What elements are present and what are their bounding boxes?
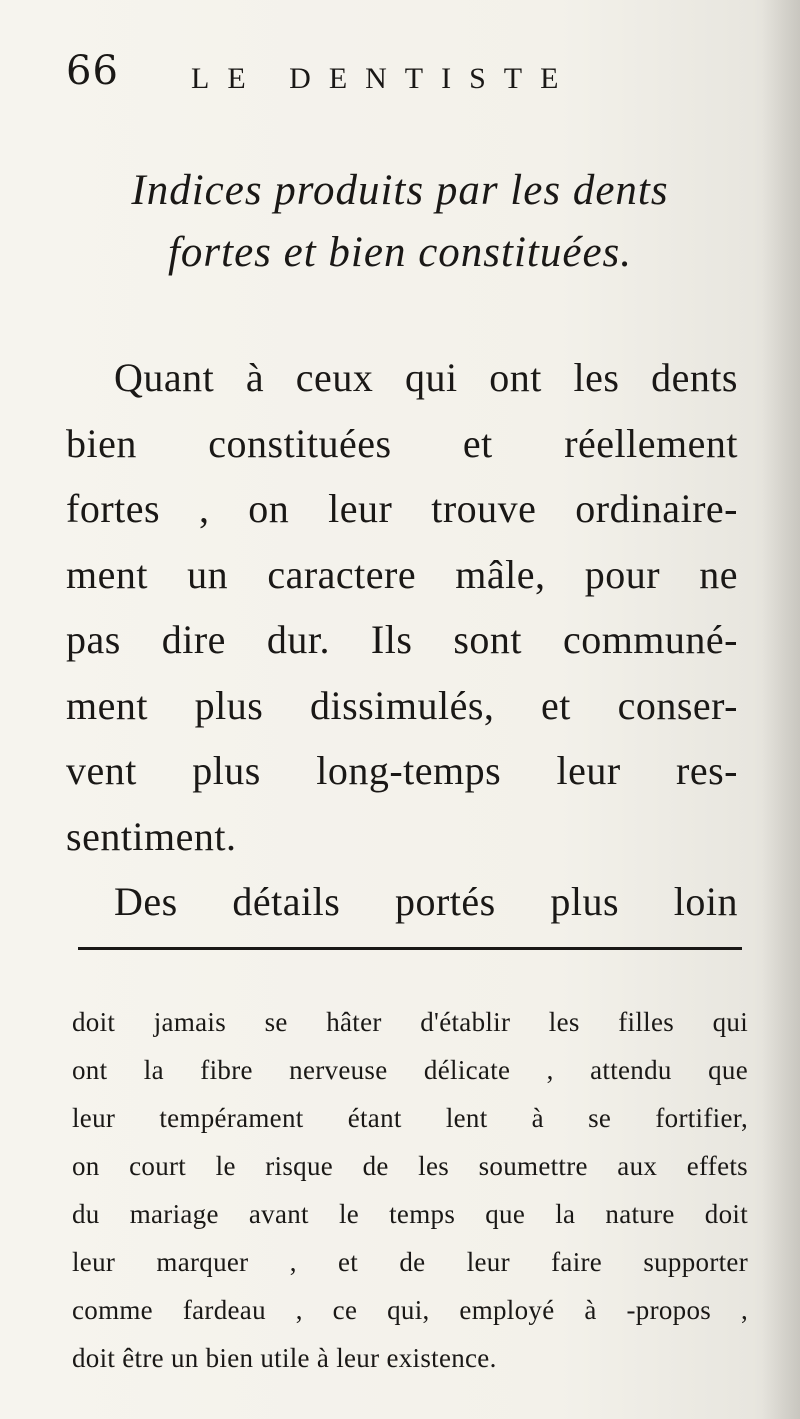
footnote-line: ont la fibre nerveuse délicate , attendu que [72,1055,748,1085]
body-line: ment plus dissimulés, et conser- [66,682,738,728]
body-line: ment un caractere mâle, pour ne [66,551,738,597]
page-header [66,48,746,108]
subtitle-line: fortes et bien constituées. [167,229,633,276]
running-title: LE DENTISTE [191,62,577,95]
footnote-line: doit jamais se hâter d'établir les filles qui [72,1007,748,1037]
body-line: pas dire dur. Ils sont communé- [66,617,738,662]
subtitle-line: Indices produits par les dents [131,167,669,214]
section-subtitle [0,160,800,284]
body-line: sentiment. [66,813,237,859]
body-line: fortes , on leur trouve ordinaire- [66,486,738,531]
body-line: Quant à ceux qui ont les dents [114,355,738,400]
footnote-line: comme fardeau , ce qui, employé à -propos , [72,1295,748,1325]
footnote-line: du mariage avant le temps que la nature doit [72,1199,748,1229]
footnote-line: leur tempérament étant lent à se fortifier, [72,1103,748,1133]
footnote-line: leur marquer , et de leur faire supporter [72,1247,748,1277]
body-line: bien constituées et réellement [66,420,738,466]
body-text [66,345,738,935]
page-number: 66 [66,48,119,94]
footnote-line: on court le risque de les soumettre aux effets [72,1151,748,1181]
footnote-text [72,998,748,1382]
body-line: vent plus long-temps leur res- [66,748,738,793]
footnote-line: doit être un bien utile à leur existence. [72,1343,497,1373]
body-line: Des détails portés plus loin [114,879,738,924]
footnote-divider [78,947,742,950]
